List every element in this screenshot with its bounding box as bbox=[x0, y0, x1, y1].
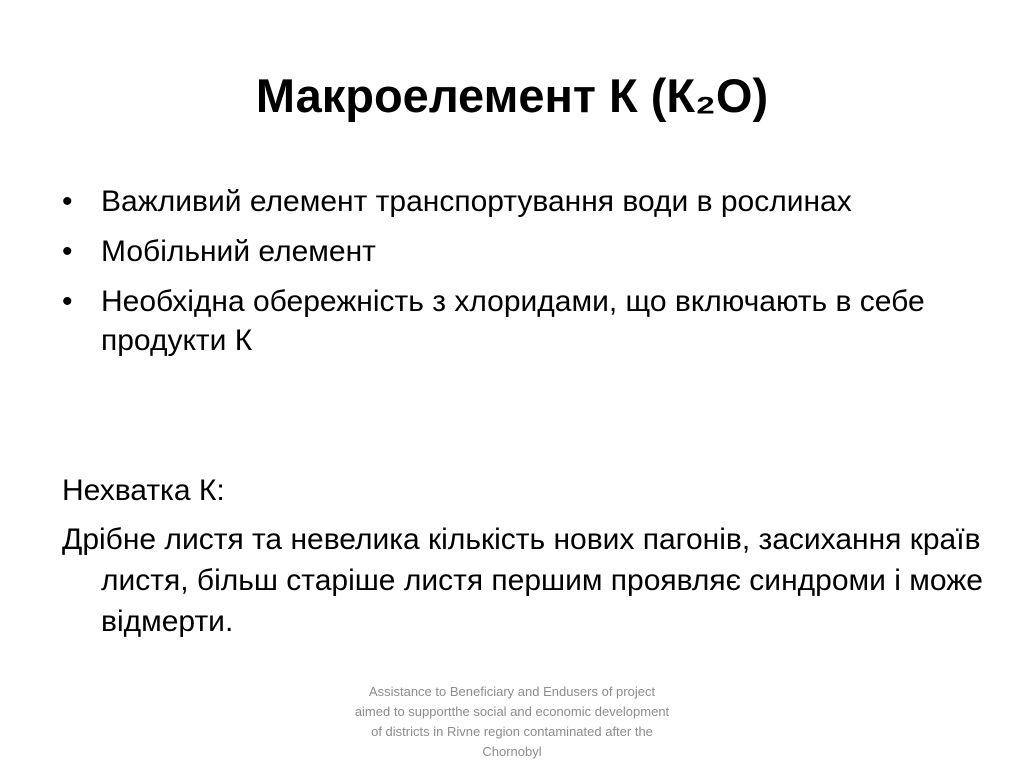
bullet-list bbox=[62, 182, 962, 371]
deficiency-heading: Нехватка К: bbox=[62, 474, 225, 507]
bullet-item bbox=[62, 232, 962, 271]
bullet-dot-icon: • bbox=[62, 235, 73, 268]
slide-title: Макроелемент К (К₂О) bbox=[255, 69, 769, 122]
footer-note: Assistance to Beneficiary and Endusers of project aimed to supportthe social and economic development of districts in Rivne region contaminated after the Chornobyl bbox=[354, 684, 670, 759]
bullet-item bbox=[62, 182, 962, 221]
bullet-item bbox=[62, 282, 962, 360]
bullet-text: Необхідна обережність з хлоридами, що включають в себе продукти К bbox=[101, 285, 925, 357]
bullet-text: Важливий елемент транспортування води в рослинах bbox=[101, 185, 852, 218]
bullet-dot-icon: • bbox=[62, 285, 73, 318]
bullet-dot-icon: • bbox=[62, 185, 73, 218]
deficiency-description: Дрібне листя та невелика кількість нових пагонів, засихання країв листя, більш старіше листя першим проявляє синдроми і може відмерти. bbox=[62, 523, 983, 638]
bullet-text: Мобільний елемент bbox=[101, 235, 376, 268]
